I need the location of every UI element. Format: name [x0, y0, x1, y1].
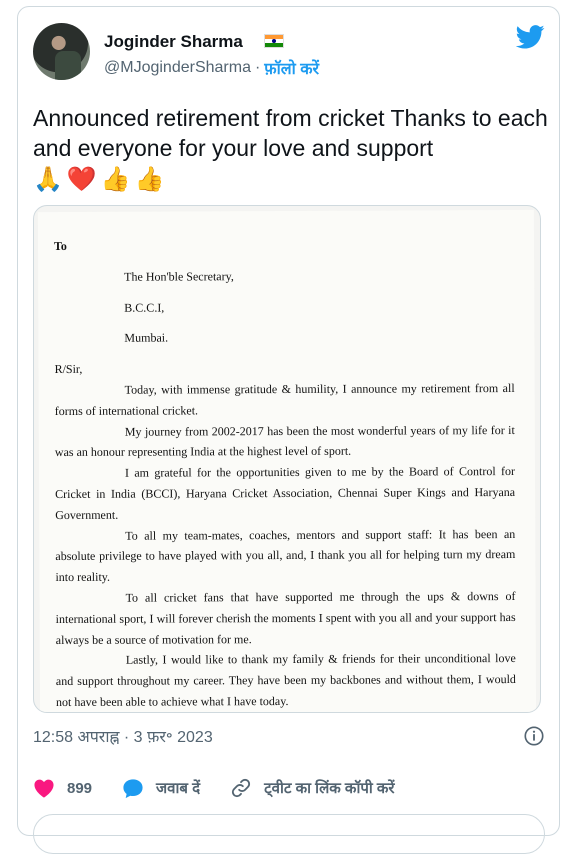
- like-count: 899: [67, 779, 93, 797]
- letter-paragraph: Lastly, I would like to thank my family & friends for their unconditional love and support throughout my career. They have been my backbones and without them, I would not have been able to achieve what I have today.: [55, 651, 516, 709]
- copy-link-label: ट्वीट का लिंक कॉपी करें: [264, 780, 395, 797]
- tweet-header: [33, 21, 545, 85]
- copy-link-button[interactable]: [230, 777, 394, 799]
- letter-addressee-line: B.C.C.I,: [124, 300, 165, 315]
- letter-paragraph: Today, with immense gratitude & humility, I announce my retirement from all forms of international cricket.: [54, 380, 515, 418]
- reply-icon: [122, 778, 144, 799]
- letter-paragraph: My journey from 2002-2017 has been the most wonderful years of my life for it was an honour representing India at the highest level of sport.: [54, 422, 515, 460]
- tweet-footer: [33, 725, 545, 747]
- author-name[interactable]: Joginder Sharma: [104, 32, 243, 51]
- twitter-bird-icon[interactable]: [516, 25, 545, 49]
- like-button[interactable]: [33, 778, 92, 798]
- timestamp[interactable]: 12:58 अपराह्न · 3 फ़र॰ 2023: [33, 729, 213, 746]
- letter-paragraph: I am grateful for the opportunities given to me by the Board of Control for Cricket in India (BCCI), Haryana Cricket Association, Chennai Super Kings and Haryana Government.: [55, 464, 516, 522]
- follow-button[interactable]: फ़ॉलो करें: [264, 61, 320, 78]
- india-flag-icon: [264, 34, 284, 48]
- letter-salutation: R/Sir,: [54, 362, 83, 377]
- letter-addressee-line: Mumbai.: [124, 330, 169, 346]
- tweet-actions: [33, 777, 545, 799]
- read-replies-button[interactable]: [33, 814, 545, 854]
- thumbs-up-emoji: 👍: [100, 166, 131, 193]
- separator: ·: [254, 59, 261, 76]
- letter-addressee-line: The Hon'ble Secretary,: [124, 269, 234, 284]
- folded-hands-emoji: 🙏: [33, 166, 63, 193]
- reply-button[interactable]: [122, 778, 200, 799]
- tweet-media-image[interactable]: [33, 205, 541, 713]
- link-icon: [230, 777, 252, 799]
- tweet-text-block: [33, 103, 548, 195]
- thumbs-up-emoji: 👍: [134, 166, 165, 193]
- letter-paragraph: To all cricket fans that have supported me through the ups & downs of international sport, I will forever cherish the moments I spent with you all and your support has always be a source of motivation for me.: [55, 588, 516, 647]
- red-heart-emoji: ❤️: [66, 166, 97, 193]
- reply-label: जवाब दें: [156, 780, 201, 797]
- tweet-card: [17, 6, 560, 836]
- author-handle-row: [104, 57, 319, 79]
- letter-paragraph: To all my team-mates, coaches, mentors and support staff: It has been an absolute privilege to have played with you all, and, I thank you all for helping turn my dream into reality.: [55, 526, 516, 585]
- author-handle[interactable]: @MJoginderSharma: [104, 59, 251, 76]
- emoji-row: [33, 165, 548, 195]
- retirement-letter: [38, 210, 536, 713]
- avatar[interactable]: [33, 23, 90, 80]
- tweet-text: Announced retirement from cricket Thanks to each and everyone for your love and support: [33, 105, 548, 161]
- info-icon[interactable]: [523, 725, 545, 747]
- letter-to: To: [53, 238, 67, 254]
- heart-icon: [33, 778, 55, 798]
